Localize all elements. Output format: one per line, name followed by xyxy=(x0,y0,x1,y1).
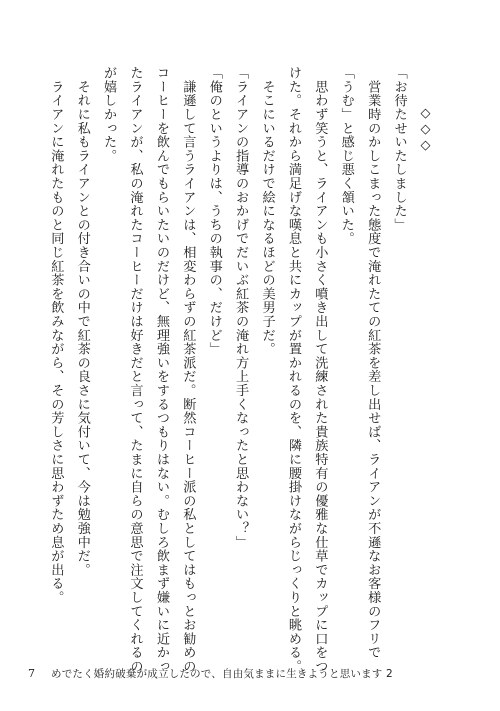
text-line-10: コーヒーを飲んでもらいたいのだけど、無理強いをするつもりはない。むしろ飲まず嫌いに近かっ xyxy=(153,66,169,674)
text-line-4: 思わず笑うと、ライアンも小さく噴き出して洗練された貴族特有の優雅な仕草でカップに口をつ xyxy=(312,66,328,674)
text-line-2: 営業時のかしこまった態度で淹れたての紅茶を差し出せば、ライアンが不遜なお客様のフリで xyxy=(365,66,381,660)
text-line-3: 「うむ」と感じ悪く頷いた。 xyxy=(338,66,354,246)
text-line-1: 「お待たせいたしました」 xyxy=(391,66,407,232)
text-line-11: たライアンが、私の淹れたコーヒーだけは好きだと言って、たまに自らの意思で注文してくれるの xyxy=(127,66,143,674)
running-title: めでたく婚約破棄が成立したので、自由気ままに生きようと思います 2 xyxy=(51,668,393,680)
page-number: 7 xyxy=(28,667,35,680)
text-line-6: そこにいるだけで絵になるほどの美男子だ。 xyxy=(259,66,275,356)
page-footer xyxy=(28,666,468,681)
text-line-12: が嬉しかった。 xyxy=(101,66,117,163)
section-ornament: ◇◇◇ xyxy=(418,106,433,154)
text-line-8: 「俺のというよりは、うちの執事の、だけど」 xyxy=(206,66,222,356)
text-line-14: ライアンに淹れたものと同じ紅茶を飲みながら、その芳しさに思わずため息が出る。 xyxy=(48,66,64,605)
text-line-7: 「ライアンの指導のおかげでだいぶ紅茶の淹れ方上手くなったと思わない？」 xyxy=(233,66,249,549)
text-line-5: けた。それから満足げな嘆息と共にカップが置かれるのを、隣に腰掛けながらじっくりと眺める。 xyxy=(285,66,301,674)
text-line-9: 謙遜して言うライアンは、相変わらずの紅茶派だ。断然コーヒー派の私としてはもっとお勧めの xyxy=(180,66,196,674)
text-line-13: それに私もライアンとの付き合いの中で紅茶の良さに気付いて、今は勉強中だ。 xyxy=(74,66,90,577)
